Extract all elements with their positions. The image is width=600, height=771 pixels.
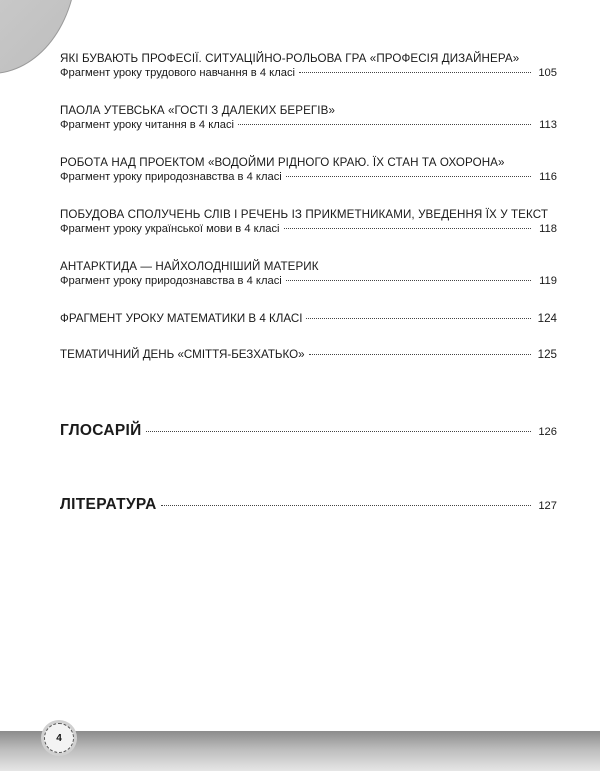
dot-leader — [286, 279, 531, 281]
toc-section-page: 126 — [538, 426, 557, 438]
toc-entry-subtitle-row — [60, 66, 557, 80]
toc-entry-title: ФРАГМЕНТ УРОКУ МАТЕМАТИКИ В 4 КЛАСІ — [60, 312, 303, 325]
toc-section-title: ГЛОСАРІЙ — [60, 422, 142, 439]
toc-entry-row — [60, 312, 557, 326]
dot-leader — [146, 430, 531, 432]
toc-entry[interactable] — [60, 156, 557, 184]
toc-entry-title: ТЕМАТИЧНИЙ ДЕНЬ «СМІТТЯ-БЕЗХАТЬКО» — [60, 348, 305, 361]
toc-entry-page: 124 — [537, 312, 557, 325]
toc-entry-page: 125 — [537, 348, 557, 361]
toc-entry-page: 113 — [539, 119, 557, 131]
toc-section-glossary[interactable] — [60, 422, 557, 440]
toc-entry[interactable] — [60, 260, 557, 288]
toc-entry-single[interactable] — [60, 348, 557, 362]
footer-band — [0, 731, 600, 771]
dot-leader — [161, 504, 531, 506]
toc-entry-title: ПАОЛА УТЕВСЬКА «ГОСТІ З ДАЛЕКИХ БЕРЕГІВ» — [60, 104, 336, 117]
toc-entry[interactable] — [60, 208, 557, 236]
toc-entry-page: 119 — [539, 275, 557, 287]
toc-entry-title: РОБОТА НАД ПРОЕКТОМ «ВОДОЙМИ РІДНОГО КРАЮ. ЇХ СТАН ТА ОХОРОНА» — [60, 156, 505, 169]
dot-leader — [286, 175, 531, 177]
toc-entry-single[interactable] — [60, 312, 557, 326]
toc-section-page: 127 — [538, 500, 557, 512]
dot-leader — [299, 71, 531, 73]
toc-entry-page: 116 — [539, 171, 557, 183]
toc-entry-title: ПОБУДОВА СПОЛУЧЕНЬ СЛІВ І РЕЧЕНЬ ІЗ ПРИКМЕТНИКАМИ, УВЕДЕННЯ ЇХ У ТЕКСТ — [60, 208, 548, 221]
toc-entry[interactable] — [60, 52, 557, 80]
toc-entry-subtitle-row — [60, 118, 557, 132]
toc-entry-subtitle: Фрагмент уроку читання в 4 класі — [60, 119, 235, 131]
toc-entry-subtitle: Фрагмент уроку природознавства в 4 класі — [60, 171, 282, 183]
toc-entry-title: ЯКІ БУВАЮТЬ ПРОФЕСІЇ. СИТУАЦІЙНО-РОЛЬОВА ГРА «ПРОФЕСІЯ ДИЗАЙНЕРА» — [60, 52, 520, 65]
toc-entry-subtitle-row — [60, 222, 557, 236]
toc-entry-row — [60, 348, 557, 362]
dot-leader — [306, 317, 531, 319]
toc-entry-title: АНТАРКТИДА — НАЙХОЛОДНІШИЙ МАТЕРИК — [60, 260, 319, 273]
toc-entry-subtitle: Фрагмент уроку природознавства в 4 класі — [60, 275, 282, 287]
toc-entry-subtitle-row — [60, 274, 557, 288]
dot-leader — [284, 227, 531, 229]
toc-entry[interactable] — [60, 104, 557, 132]
toc-entry-subtitle: Фрагмент уроку української мови в 4 класі — [60, 223, 280, 235]
toc-entry-page: 118 — [539, 223, 557, 235]
page-number-badge: 4 — [44, 723, 74, 753]
dot-leader — [238, 123, 531, 125]
toc-entry-subtitle: Фрагмент уроку трудового навчання в 4 класі — [60, 67, 296, 79]
dot-leader — [309, 353, 531, 355]
toc-entry-subtitle-row — [60, 170, 557, 184]
toc-section-literature[interactable] — [60, 496, 557, 514]
toc-entry-page: 105 — [538, 67, 557, 79]
toc-section-title: ЛІТЕРАТУРА — [60, 496, 157, 513]
